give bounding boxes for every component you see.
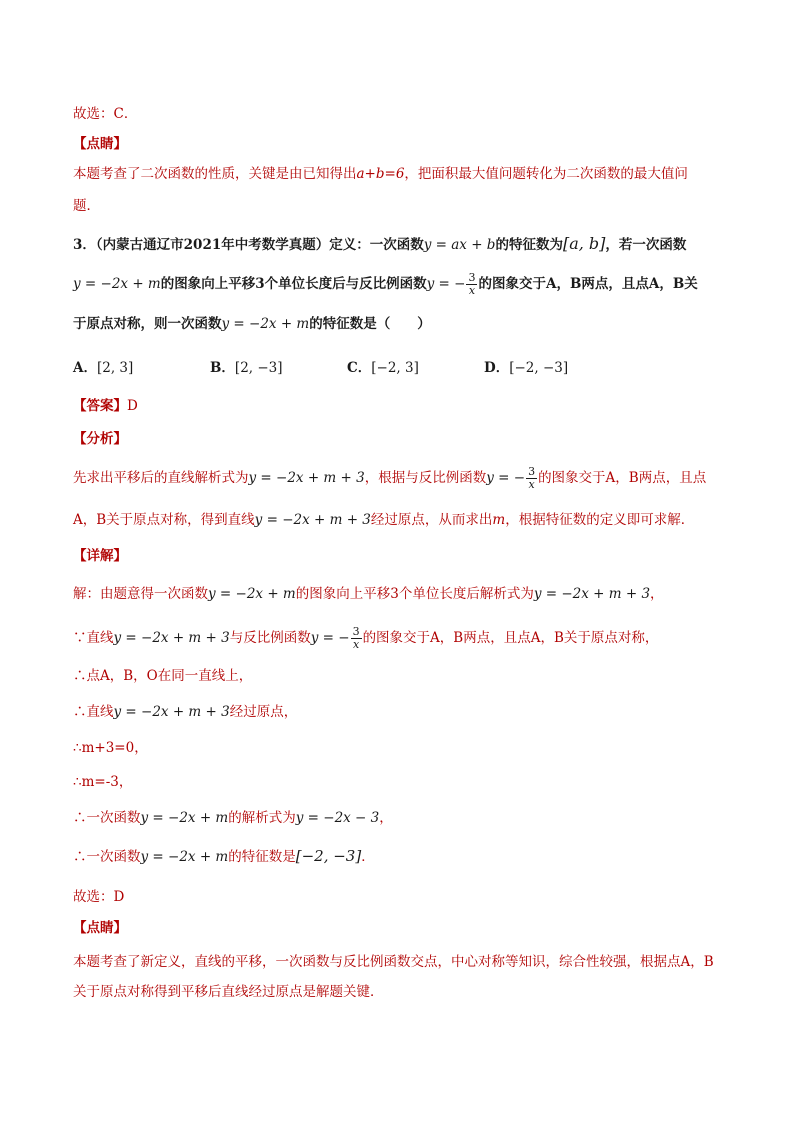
prev-dianjing-text-2: 题． [73,198,100,214]
option-c[interactable]: C．[−2, 3] [347,360,419,376]
xiangjie-line-5: ∴m+3=0， [73,740,148,756]
fraction-3-over-x: $\frac{3}{x}$ [468,271,476,297]
xiangjie-line-7: ∴一次函数y = −2x + m的解析式为y = −2x − 3， [73,810,393,826]
fraction-3-over-x: $\frac{3}{x}$ [528,465,536,491]
xiangjie-line-3: ∴点A，B，O在同一直线上， [73,668,253,684]
prev-dianjing-label: 【点睛】 [73,136,127,152]
xiangjie-line-1: 解：由题意得一次函数y = −2x + m的图象向上平移3个单位长度后解析式为y = −2x + m + 3， [73,586,664,602]
xiangjie-line-2: ∵直线y = −2x + m + 3与反比例函数y = − $\frac{3}{x}$ 的图象交于A，B两点，且点A，B关于原点对称， [73,625,659,651]
question-3-line-2: y = −2x + m的图象向上平移3个单位长度后与反比例函数y = − $\frac{3}{x}$ 的图象交于A，B两点，且点A，B关 [73,271,698,297]
option-b[interactable]: B．[2, −3] [210,360,283,376]
xiangjie-line-6: ∴m=-3， [73,774,133,790]
option-d[interactable]: D．[−2, −3] [484,360,569,376]
dianjing-text-1: 本题考查了新定义，直线的平移，一次函数与反比例函数交点，中心对称等知识，综合性较强，根据点A，B [73,954,714,970]
prev-answer-line: 故选：C． [73,106,138,122]
answer-line: 【答案】D [73,398,138,414]
dianjing-text-2: 关于原点对称得到平移后直线经过原点是解题关键． [73,984,384,1000]
fenxi-line-2: A，B关于原点对称，得到直线y = −2x + m + 3经过原点，从而求出m，根据特征数的定义即可求解． [73,512,695,528]
fenxi-line-1: 先求出平移后的直线解析式为y = −2x + m + 3，根据与反比例函数y = − $\frac{3}{x}$ 的图象交于A，B两点，且点 [73,465,707,491]
question-3-options [73,358,621,378]
fraction-3-over-x: $\frac{3}{x}$ [352,625,360,651]
question-3-line-1: 3．（内蒙古通辽市2021年中考数学真题）定义：一次函数y = ax + b的特征数为[a, b]，若一次函数 [73,234,687,253]
dianjing-label: 【点睛】 [73,920,127,936]
fenxi-label: 【分析】 [73,431,127,447]
question-3-line-3: 于原点对称，则一次函数y = −2x + m的特征数是（ ） [73,316,431,332]
xiangjie-label: 【详解】 [73,548,127,564]
xiangjie-line-4: ∴直线y = −2x + m + 3经过原点， [73,704,298,720]
prev-dianjing-text-1: 本题考查了二次函数的性质，关键是由已知得出a+b=6，把面积最大值问题转化为二次函数的最大值问 [73,166,688,182]
final-answer-line: 故选：D [73,889,125,905]
option-a[interactable]: A．[2, 3] [73,360,134,376]
xiangjie-line-8: ∴一次函数y = −2x + m的特征数是[−2, −3]． [73,847,375,865]
